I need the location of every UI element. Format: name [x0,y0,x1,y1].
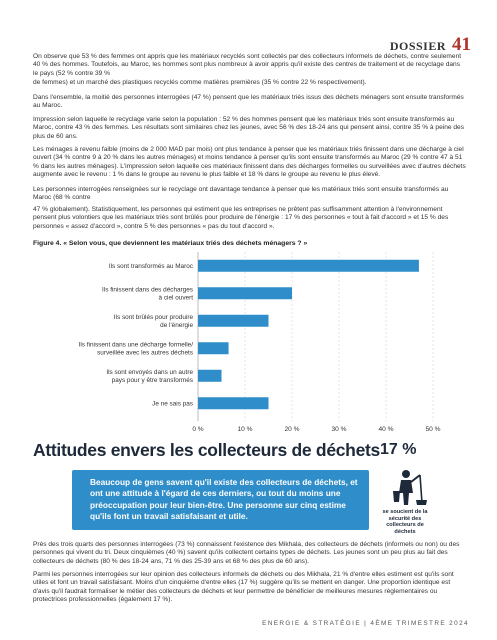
paragraph: On observe que 53 % des femmes ont appris que les matériaux recyclés sont collectés par des collecteurs informels de déchets, contre seulement 40 % des hommes. Toutefois, au Maroc, les hommes sont plus nombreux à avoir appris qu'il existe des centres de traitement et de recyclage dans le pays (52 % contre 39 % [33,53,462,77]
paragraph: 47 % globalement). Statistiquement, les personnes qui estiment que les entreprises ne prêtent pas suffisamment attention à l'environnement pensent plus volontiers que les matériaux triés sont brûlés pour produire de l'énergie : 17 % des personnes « tout à fait d'accord » et 15 % des personnes « assez d'accord », contre 5 % des personnes « pas du tout d'accord ». [33,206,449,230]
category-label: à ciel ouvert [158,294,193,302]
bar [198,315,269,327]
x-tick-label: 0 % [192,426,204,432]
paragraph: de femmes) et un marché des plastiques recyclés comme matières premières (35 % contre 22 % respectivement). [33,79,367,86]
waste-collector-icon [389,467,429,512]
text-block-5 [33,146,466,180]
category-label: Ils finissent dans des décharges [102,286,193,294]
category-label: surveillée avec les autres déchets [97,349,193,357]
bar [198,397,269,409]
text-block-4 [33,116,466,141]
text-block-7 [33,206,466,231]
stat-caption: se soucient de la sécurité des collecteurs de déchets [382,509,428,535]
x-tick-label: 20 % [284,426,300,432]
paragraph: Impression selon laquelle le recyclage varie selon la population : 52 % des hommes pensent que les matériaux triés sont ensuite transformés au Maroc, contre 43 % des femmes. Les résultats sont similaires chez les jeunes, avec 56 % des 18-24 ans qui pensent ainsi, contre 35 % à peine des plus de 60 ans. [33,116,465,140]
section-title: Attitudes envers les collecteurs de déchets [33,440,380,460]
bar [198,287,292,299]
callout-text: Beaucoup de gens savent qu'il existe des collecteurs de déchets, et ont une attitude à l'égard de ces derniers, ou tout du moins une préoccupation pour leur bien-être. Une personne sur cinq estime qu'ils font un travail satisfaisant et utile. [90,477,358,522]
bar [198,370,222,382]
category-label: Ils sont envoyés dans un autre [106,369,193,377]
figure-title: Figure 4. « Selon vous, que deviennent les matériaux triés des déchets ménagers ? » [33,240,308,247]
x-tick-label: 10 % [237,426,253,432]
text-block-9 [33,571,466,605]
text-block-6 [33,186,466,203]
text-block-2 [33,79,466,87]
stat-value: 17 % [380,441,417,458]
category-label: pays pour y être transformés [111,377,193,385]
paragraph: Dans l'ensemble, la moitié des personnes interrogées (47 %) pensent que les matériaux triés issus des déchets ménagers sont ensuite transformés au Maroc. [33,94,464,110]
x-tick-label: 50 % [425,426,441,432]
text-block-1 [33,53,466,78]
x-tick-label: 30 % [331,426,347,432]
category-label: Ils sont transformés au Maroc [108,263,193,271]
text-block-3 [33,94,466,111]
category-label: de l'énergie [160,322,193,330]
bar [198,342,229,354]
bar-chart [33,252,473,432]
footer: ENERGIE & STRATÉGIE | 4ÈME TRIMESTRE 2024 [262,620,469,627]
paragraph: Parmi les personnes interrogées sur leur opinion des collecteurs informels de déchets ou des Mikhala, 21 % d'entre elles estiment est qu'ils sont utiles et font un travail satisfaisant. Moins d'un cinquième d'entre elles (17 %) suggère qu'ils se mettent en danger. Une proportion identique est d'avis qu'il faudrait formaliser le métier des collecteurs de déchets et leur permettre de bénéficier de meilleures mesures réglementaires ou protectrices professionnelles (également 17 %). [33,571,454,604]
x-tick-label: 40 % [378,426,394,432]
text-block-8 [33,541,466,566]
paragraph: Près des trois quarts des personnes interrogées (73 %) connaissent l'existence des Mikhala, des collecteurs de déchets (informels ou non) ou des personnes qui vivent du tri. Deux cinquièmes (40 %) savent qu'ils collectent certains types de déchets. Les jeunes sont un peu plus au fait des collecteurs de déchets (80 % des 18-24 ans, 71 % des 25-39 ans et 68 % des plus de 60 ans). [33,541,460,565]
bar [198,260,419,272]
paragraph: Les ménages à revenu faible (moins de 2 000 MAD par mois) ont plus tendance à penser que les matériaux triés finissent dans une décharge à ciel ouvert (34 % contre 9 à 20 % dans les autres ménages) et moins tendance à penser qu'ils sont ensuite transformés au Maroc (29 % contre 47 à 51 % dans les autres ménages). L'impression selon laquelle ces matériaux finissent dans des décharges formelles ou surveillées avec d'autres déchets augmente avec le revenu : 1 % dans le groupe au revenu le plus faible et 18 % dans le groupe au revenu le plus élevé. [33,146,466,179]
callout-box [72,470,369,530]
category-label: Ils finissent dans une décharge formelle/ [78,341,193,349]
category-label: Ils sont brûlés pour produire [113,314,193,322]
category-label: Je ne sais pas [152,400,193,408]
paragraph: Les personnes interrogées renseignées sur le recyclage ont davantage tendance à penser que les matériaux triés sont ensuite transformés au Maroc (68 % contre [33,186,449,202]
page-number: 41 [452,34,471,55]
section-label: DOSSIER [389,39,446,53]
